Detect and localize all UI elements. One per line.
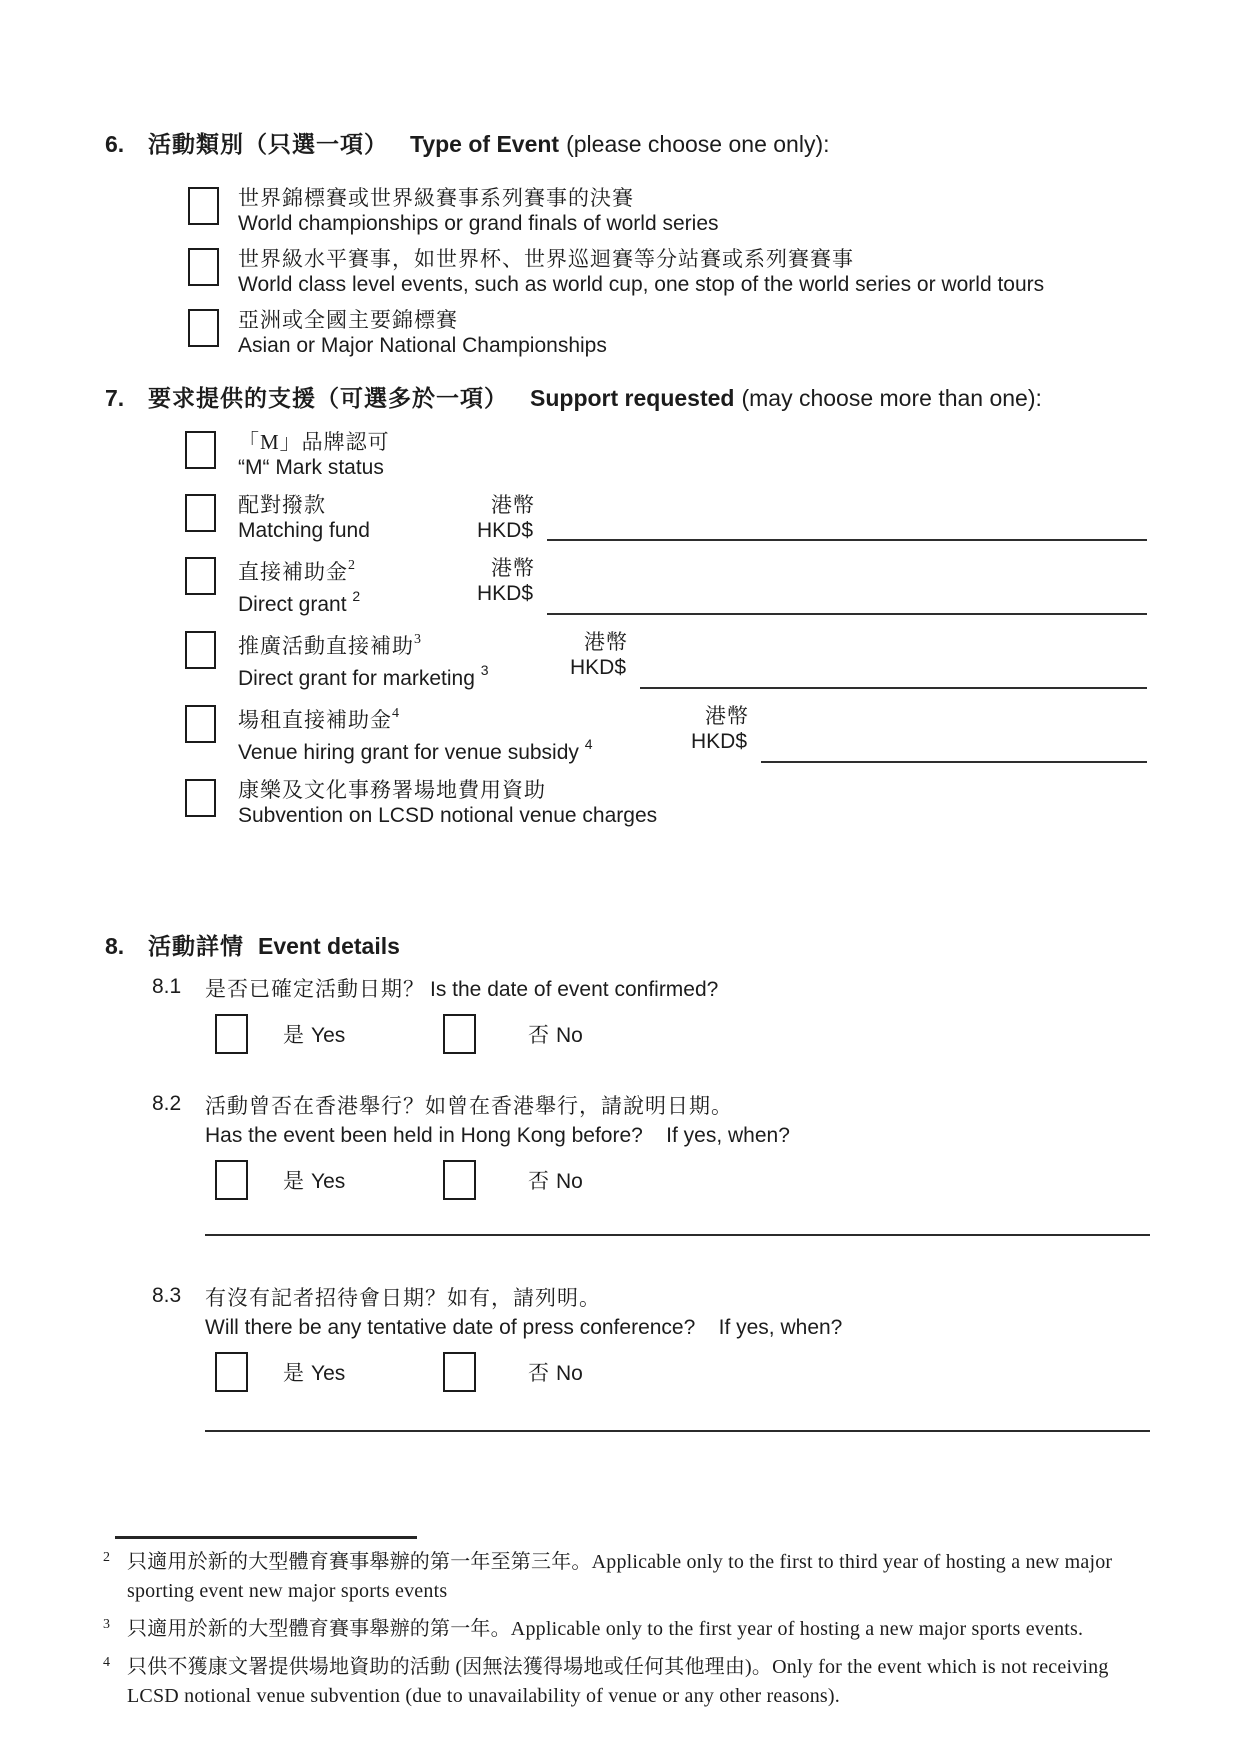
question-number: 8.1 — [152, 975, 182, 998]
footnote-2 — [103, 1548, 1147, 1606]
question-text-zh: 是否已確定活動日期？ — [205, 977, 425, 1001]
marketing-grant-amount-line[interactable] — [640, 629, 1147, 689]
footnote-text: 只適用於新的大型體育賽事舉辦的第一年至第三年。Applicable only to the first to third year of hosting a new major sporting event new major sports events — [127, 1551, 1113, 1602]
section7-title-note: (may choose more than one): — [741, 385, 1042, 411]
checkbox-direct-grant-marketing[interactable] — [185, 631, 216, 669]
question-text-zh: 活動曾否在香港舉行？如曾在香港舉行，請說明日期。 — [205, 1094, 733, 1118]
section8-title-en: Event details — [258, 933, 400, 959]
option-label-zh: 配對撥款 — [238, 493, 326, 517]
question-text-zh: 有沒有記者招待會日期？如有，請列明。 — [205, 1286, 601, 1310]
checkbox-direct-grant[interactable] — [185, 557, 216, 595]
option-direct-grant — [185, 555, 1147, 618]
section7-number: 7. — [105, 385, 125, 411]
currency-label-en: HKD$ — [570, 656, 627, 679]
currency-label-en: HKD$ — [691, 730, 748, 753]
option-label-en: Subvention on LCSD notional venue charges — [238, 804, 658, 827]
option-label-en: Direct grant $^2$ — [238, 588, 361, 616]
option-venue-hiring-grant — [185, 703, 1147, 766]
question-number: 8.3 — [152, 1284, 182, 1307]
no-label: 否 No — [528, 1361, 583, 1385]
option-label-zh: 場租直接補助金$^4$ — [238, 706, 400, 732]
checkbox-world-class-events[interactable] — [188, 248, 219, 286]
yes-no-row-8-2 — [215, 1160, 1147, 1200]
currency-label-zh: 港幣 — [584, 630, 628, 654]
checkbox-yes-8-3[interactable] — [215, 1352, 248, 1392]
currency-label-zh: 港幣 — [491, 556, 535, 580]
question-8-1 — [152, 975, 1147, 1004]
checkbox-yes-8-2[interactable] — [215, 1160, 248, 1200]
section-event-details — [105, 928, 1147, 1432]
answer-line-8-3[interactable] — [205, 1430, 1150, 1432]
section8-number: 8. — [105, 933, 125, 959]
option-label-en: Asian or Major National Championships — [238, 334, 607, 357]
option-label-zh: 推廣活動直接補助$^3$ — [238, 632, 422, 658]
checkbox-asian-national-championships[interactable] — [188, 309, 219, 347]
question-text-en: Has the event been held in Hong Kong before? If yes, when? — [205, 1124, 790, 1147]
option-label-en: Direct grant for marketing $^3$ — [238, 662, 489, 690]
section-type-of-event — [105, 126, 1147, 368]
footnote-text: 只供不獲康文署提供場地資助的活動 (因無法獲得場地或任何其他理由)。Only for the event which is not receiving LCSD notional venue subvention (due to unavailability of venue or any other reasons). — [127, 1656, 1109, 1707]
checkbox-yes-8-1[interactable] — [215, 1014, 248, 1054]
section-support-requested — [105, 380, 1147, 840]
currency-label-en: HKD$ — [477, 582, 534, 605]
no-label: 否 No — [528, 1023, 583, 1047]
venue-grant-amount-line[interactable] — [761, 703, 1147, 763]
option-label-en: World championships or grand finals of world series — [238, 212, 719, 235]
checkbox-world-championships[interactable] — [188, 187, 219, 225]
yes-label: 是 Yes — [283, 1169, 346, 1193]
checkbox-no-8-1[interactable] — [443, 1014, 476, 1054]
question-text-en: Is the date of event confirmed? — [430, 978, 719, 1001]
checkbox-no-8-2[interactable] — [443, 1160, 476, 1200]
section6-title-zh: 活動類別（只選一項） — [148, 132, 388, 157]
section7-heading — [105, 380, 1147, 413]
option-label-en: World class level events, such as world cup, one stop of the world series or world tours — [238, 273, 1045, 296]
footnote-4 — [103, 1653, 1147, 1711]
footnote-number: 3 — [103, 1617, 110, 1632]
question-8-3 — [152, 1284, 1147, 1342]
yes-no-row-8-1 — [215, 1014, 1147, 1054]
option-direct-grant-marketing — [185, 629, 1147, 692]
section6-title-note: (please choose one only): — [566, 131, 830, 157]
option-label-en: Matching fund — [238, 519, 370, 542]
question-text-en: Will there be any tentative date of press conference? If yes, when? — [205, 1316, 843, 1339]
option-world-class-events — [188, 246, 1147, 298]
option-label-zh: 直接補助金$^2$ — [238, 558, 356, 584]
section7-title-zh: 要求提供的支援（可選多於一項） — [148, 386, 508, 411]
option-label-en: “M“ Mark status — [238, 456, 384, 479]
option-asian-national-championships — [188, 307, 1147, 359]
option-matching-fund — [185, 492, 1147, 544]
option-label-zh: 亞洲或全國主要錦標賽 — [238, 308, 458, 332]
answer-line-8-2[interactable] — [205, 1234, 1150, 1236]
checkbox-lcsd-subvention[interactable] — [185, 779, 216, 817]
section6-heading — [105, 126, 1147, 159]
option-label-zh: 「M」品牌認可 — [238, 430, 390, 454]
footnote-3 — [103, 1615, 1147, 1644]
footnotes — [103, 1536, 1147, 1711]
checkbox-matching-fund[interactable] — [185, 494, 216, 532]
section6-number: 6. — [105, 131, 125, 157]
checkbox-m-mark-status[interactable] — [185, 431, 216, 469]
option-lcsd-subvention — [185, 777, 1147, 829]
footnote-text: 只適用於新的大型體育賽事舉辦的第一年。Applicable only to the first year of hosting a new major sports events. — [127, 1618, 1084, 1640]
option-m-mark-status — [185, 429, 1147, 481]
no-label: 否 No — [528, 1169, 583, 1193]
direct-grant-amount-line[interactable] — [547, 555, 1147, 615]
currency-label-en: HKD$ — [477, 519, 534, 542]
section7-title-en: Support requested — [530, 385, 735, 411]
section6-title-en: Type of Event — [410, 131, 560, 157]
section8-title-zh: 活動詳情 — [148, 934, 244, 959]
option-world-championships — [188, 185, 1147, 237]
checkbox-no-8-3[interactable] — [443, 1352, 476, 1392]
section8-heading — [105, 928, 1147, 961]
footnote-number: 4 — [103, 1655, 110, 1670]
option-label-zh: 世界錦標賽或世界級賽事系列賽事的決賽 — [238, 186, 634, 210]
currency-label-zh: 港幣 — [491, 493, 535, 517]
question-number: 8.2 — [152, 1092, 182, 1115]
option-label-zh: 康樂及文化事務署場地費用資助 — [238, 778, 546, 802]
footnote-separator — [115, 1536, 417, 1539]
option-label-en: Venue hiring grant for venue subsidy $^4$ — [238, 736, 593, 764]
option-label-zh: 世界級水平賽事，如世界杯、世界巡迴賽等分站賽或系列賽賽事 — [238, 247, 854, 271]
yes-no-row-8-3 — [215, 1352, 1147, 1392]
matching-fund-amount-line[interactable] — [547, 492, 1147, 541]
currency-label-zh: 港幣 — [705, 704, 749, 728]
question-8-2 — [152, 1092, 1147, 1150]
footnote-number: 2 — [103, 1550, 110, 1565]
checkbox-venue-hiring-grant[interactable] — [185, 705, 216, 743]
yes-label: 是 Yes — [283, 1361, 346, 1385]
yes-label: 是 Yes — [283, 1023, 346, 1047]
